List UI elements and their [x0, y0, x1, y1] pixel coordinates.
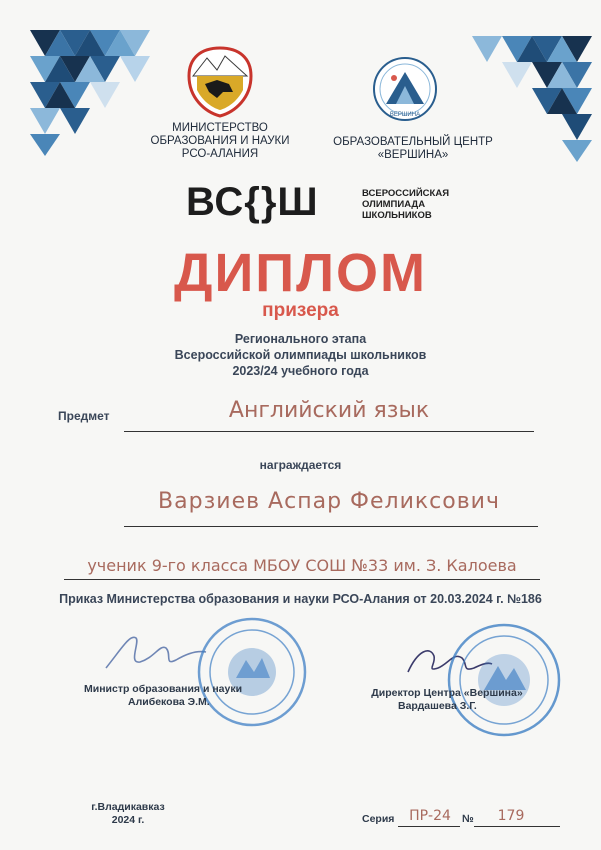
subject-value: Английский язык — [228, 398, 430, 423]
diploma-subtitle: призера — [262, 300, 339, 321]
order-reference: Приказ Министерства образования и науки РСО-Алания от 20.03.2024 г. №186 — [59, 592, 542, 606]
recipient-name: Варзиев Аспар Феликсович — [158, 489, 500, 514]
number-label: № — [462, 813, 474, 825]
issue-year: 2024 г. — [111, 814, 145, 826]
vsosh-line2: ОЛИМПИАДА — [362, 199, 426, 210]
ministry-name — [150, 122, 290, 161]
vsosh-line1: ВСЕРОССИЙСКАЯ — [362, 188, 450, 199]
ministry-name-line2: ОБРАЗОВАНИЯ И НАУКИ — [150, 135, 290, 147]
olympiad-stage — [0, 331, 601, 379]
issue-place-date — [80, 801, 176, 827]
number-value: 179 — [497, 808, 525, 824]
minister-signature-icon — [100, 628, 210, 676]
series-label: Серия — [362, 813, 395, 825]
stage-line1: Регионального этапа — [234, 332, 367, 346]
right-signatory-name: Вардашева З.Г. — [398, 700, 477, 712]
right-signatory-title: Директор Центра «Вершина» — [371, 687, 523, 699]
stage-line3: 2023/24 учебного года — [232, 364, 369, 378]
left-signatory — [84, 683, 242, 709]
ministry-name-line3: РСО-АЛАНИЯ — [181, 148, 259, 160]
diploma-title: ДИПЛОМ — [174, 243, 427, 303]
center-stamp-icon — [446, 622, 562, 738]
ministry-emblem-icon — [187, 46, 253, 118]
center-name-line1: ОБРАЗОВАТЕЛЬНЫЙ ЦЕНТР — [333, 136, 493, 148]
vsosh-line3: ШКОЛЬНИКОВ — [362, 210, 432, 221]
school-info: ученик 9-го класса МБОУ СОШ №33 им. З. Калоева — [87, 556, 517, 575]
ministry-name-line1: МИНИСТЕРСТВО — [172, 122, 268, 134]
name-underline — [124, 526, 538, 527]
school-underline — [64, 579, 540, 580]
stage-line2: Всероссийской олимпиады школьников — [174, 348, 427, 362]
center-name — [318, 136, 508, 162]
vsosh-logo-mark: ВС{}Ш — [186, 180, 319, 224]
ministry-stamp-icon — [196, 616, 308, 728]
subject-underline — [124, 431, 534, 432]
vershina-emblem-icon — [372, 56, 438, 122]
triangle-pattern-left — [30, 30, 160, 160]
series-value: ПР-24 — [409, 808, 451, 824]
series-underline — [398, 826, 460, 827]
number-underline — [474, 826, 560, 827]
subject-label: Предмет — [58, 409, 110, 423]
center-name-line2: «ВЕРШИНА» — [377, 149, 449, 161]
left-signatory-title: Министр образования и науки — [84, 683, 243, 695]
vershina-emblem-text: ВЕРШИНА — [389, 112, 421, 118]
right-signatory — [352, 687, 542, 713]
vsosh-logo-text — [362, 188, 449, 221]
left-signatory-name: Алибекова Э.М. — [128, 696, 210, 708]
awarded-label: награждается — [259, 458, 342, 472]
issue-city: г.Владикавказ — [91, 801, 165, 813]
